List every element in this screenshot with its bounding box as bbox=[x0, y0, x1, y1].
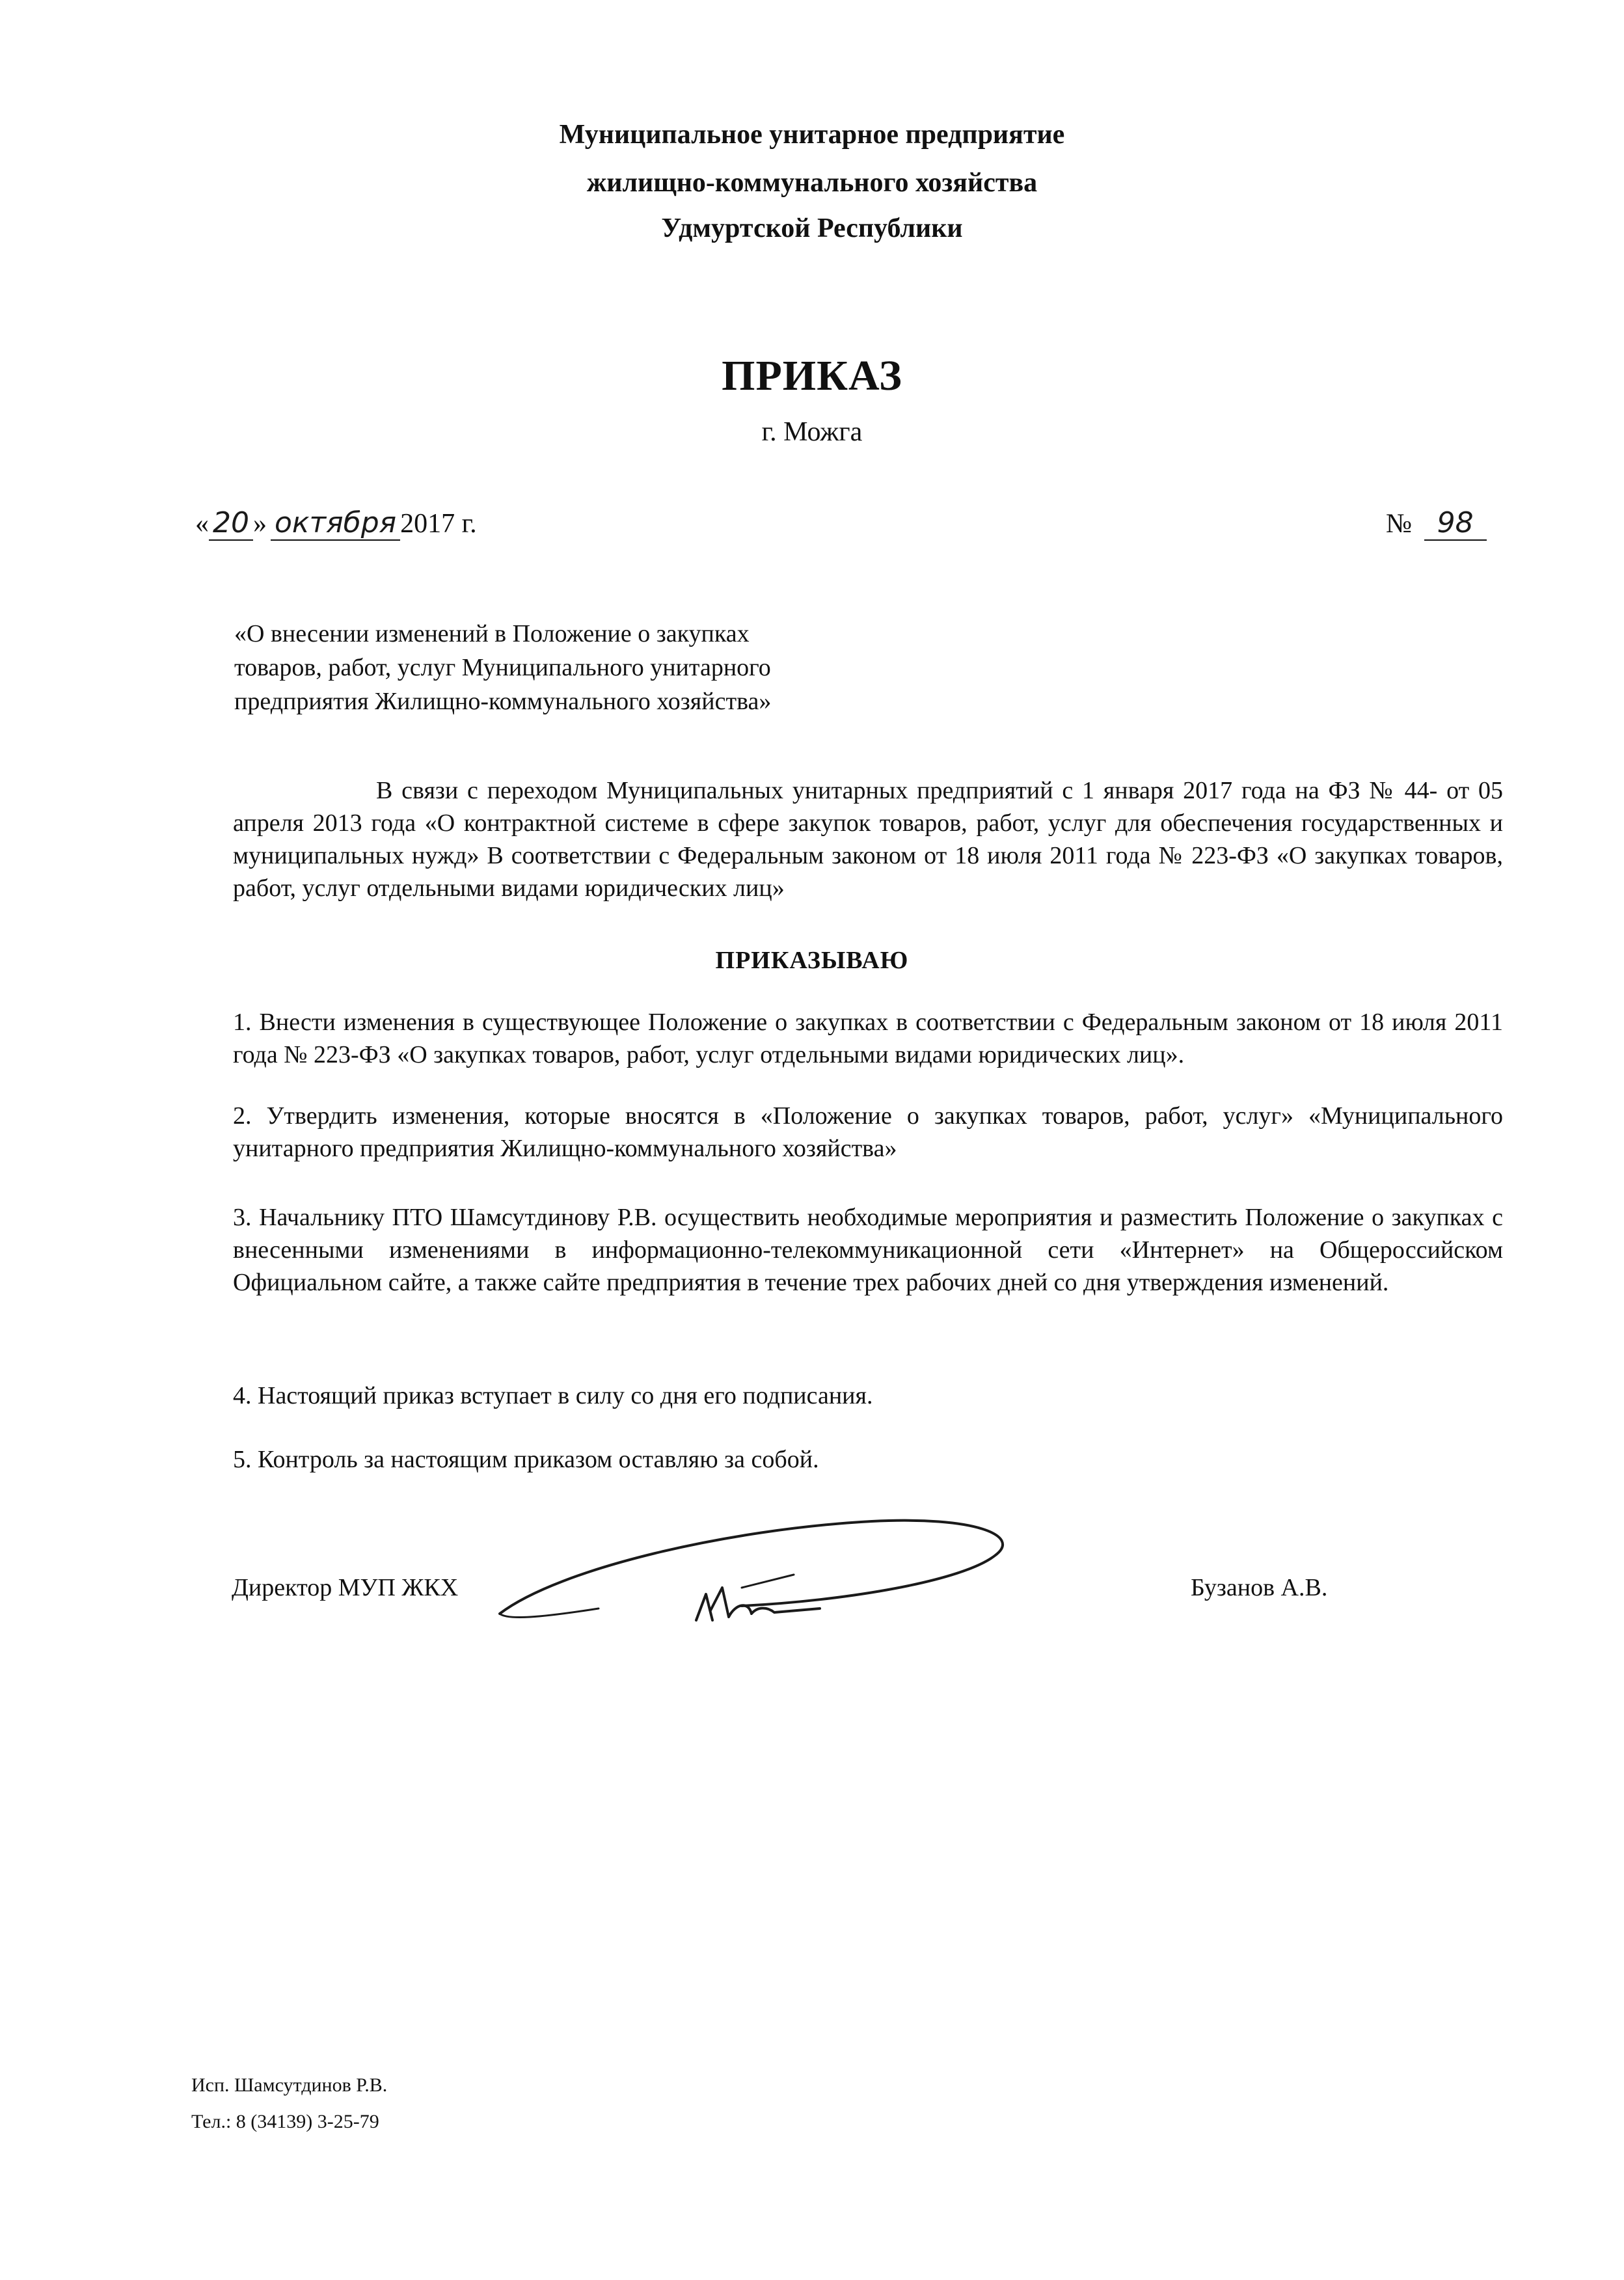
order-heading: ПРИКАЗЫВАЮ bbox=[715, 947, 909, 974]
document-city: г. Можга bbox=[761, 417, 863, 447]
document-number bbox=[1386, 506, 1487, 539]
date-day-handwritten: 20 bbox=[209, 506, 253, 541]
number-label: № bbox=[1386, 509, 1413, 539]
phone-line: Тел.: 8 (34139) 3-25-79 bbox=[191, 2111, 379, 2132]
order-item-1: 1. Внести изменения в существующее Положение о закупках в соответствии с Федеральным законом от 18 июля 2011 года № 223-ФЗ «О закупках товаров, работ, услуг отдельными видами юридических лиц». bbox=[233, 1009, 1503, 1068]
date-open-quote: « bbox=[195, 509, 209, 539]
document-title: ПРИКАЗ bbox=[722, 352, 902, 400]
signatory-name: Бузанов А.В. bbox=[1191, 1574, 1328, 1601]
subject-line-2: товаров, работ, услуг Муниципального унитарного bbox=[234, 654, 771, 681]
subject-line-1: «О внесении изменений в Положение о закупках bbox=[234, 620, 750, 647]
signatory-position: Директор МУП ЖКХ bbox=[232, 1574, 459, 1601]
executor-line: Исп. Шамсутдинов Р.В. bbox=[191, 2074, 388, 2096]
order-item-5: 5. Контроль за настоящим приказом оставляю за собой. bbox=[233, 1446, 819, 1473]
org-name-line-2: жилищно-коммунального хозяйства bbox=[586, 168, 1038, 198]
date-month-handwritten: октября bbox=[271, 506, 400, 541]
order-item-2: 2. Утвердить изменения, которые вносятся в «Положение о закупках товаров, работ, услуг» «Муниципального унитарного предприятия Жилищно-коммунального хозяйства» bbox=[233, 1102, 1503, 1162]
org-name-line-3: Удмуртской Республики bbox=[661, 213, 963, 243]
order-item-3: 3. Начальнику ПТО Шамсутдинову Р.В. осуществить необходимые мероприятия и разместить Положение о закупках с внесенными изменениями в информационно-телекоммуникационной сети «Интернет» на Общероссийском Официальном сайте, а также сайте предприятия в течение трех рабочих дней со дня утверждения изменений. bbox=[233, 1204, 1503, 1296]
date-year: 2017 г. bbox=[400, 509, 477, 539]
director-signature bbox=[481, 1490, 1028, 1646]
date-close-quote: » bbox=[253, 509, 267, 539]
order-item-4: 4. Настоящий приказ вступает в силу со дня его подписания. bbox=[233, 1382, 873, 1409]
document-date bbox=[195, 506, 477, 539]
number-handwritten: 98 bbox=[1424, 506, 1487, 541]
org-name-line-1: Муниципальное унитарное предприятие bbox=[559, 120, 1065, 150]
preamble-paragraph: В связи с переходом Муниципальных унитарных предприятий с 1 января 2017 года на ФЗ № 44- от 05 апреля 2013 года «О контрактной системе в сфере закупок товаров, работ, услуг для обеспечения государственных и муниципальных нужд» В соответствии с Федеральным законом от 18 июля 2011 года № 223-ФЗ «О закупках товаров, работ, услуг отдельными видами юридических лиц» bbox=[233, 777, 1503, 902]
subject-line-3: предприятия Жилищно-коммунального хозяйства» bbox=[234, 688, 772, 715]
